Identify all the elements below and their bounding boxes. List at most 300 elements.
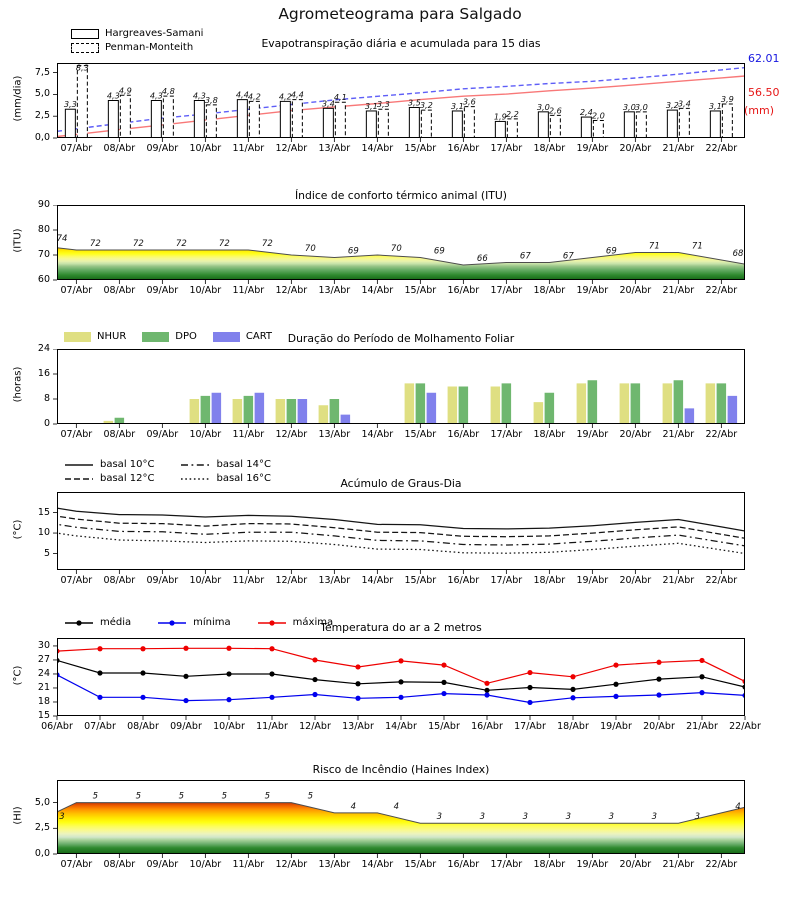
panel-title-degree-days: Acúmulo de Graus-Dia — [340, 477, 462, 490]
x-tick-label: 22/Abr — [705, 143, 738, 154]
x-tick-label: 21/Abr — [662, 859, 695, 870]
x-tick-label: 16/Abr — [447, 859, 480, 870]
y-axis-label-leaf-wetness: (horas) — [12, 366, 24, 403]
bar-penman — [163, 96, 173, 138]
value-label: 4,1 — [333, 92, 347, 103]
y-tick-label: 2,5 — [34, 110, 50, 122]
value-label: 3,8 — [204, 94, 218, 105]
x-tick-label: 13/Abr — [318, 285, 351, 296]
value-label: 2,6 — [548, 105, 562, 116]
plot-itu — [52, 205, 749, 287]
value-label: 70 — [304, 244, 316, 254]
x-tick-label: 11/Abr — [232, 143, 265, 154]
bar-hargreaves — [108, 101, 118, 139]
value-label: 3,5 — [407, 97, 421, 108]
value-label: 3,1 — [708, 100, 722, 111]
x-tick-label: 07/Abr — [84, 721, 116, 732]
x-tick-label: 17/Abr — [490, 143, 523, 154]
bar-hargreaves — [452, 111, 462, 138]
value-label: 67 — [519, 251, 531, 262]
x-tick-label: 14/Abr — [361, 429, 394, 440]
legend-column — [180, 459, 270, 484]
x-tick-label: 09/Abr — [146, 575, 179, 586]
x-tick-label: 18/Abr — [533, 143, 566, 154]
value-label: 3,0 — [536, 101, 550, 112]
bar-penman — [378, 109, 388, 138]
x-tick-label: 19/Abr — [600, 721, 632, 732]
x-tick-label: 22/Abr — [705, 285, 738, 296]
x-tick-label: 17/Abr — [490, 859, 523, 870]
x-tick-label: 17/Abr — [490, 285, 523, 296]
x-tick-label: 20/Abr — [619, 859, 652, 870]
plot-border — [58, 350, 745, 424]
value-label: 1,9 — [493, 111, 507, 122]
x-tick-label: 20/Abr — [619, 575, 652, 586]
legend-temperature — [64, 617, 333, 628]
y-tick-label: 80 — [37, 224, 50, 235]
bar-dpo — [588, 380, 598, 424]
marker-média — [355, 681, 360, 686]
marker-máxima — [355, 664, 360, 669]
x-tick-label: 18/Abr — [533, 285, 566, 296]
x-tick-label: 21/Abr — [662, 575, 695, 586]
bar-hargreaves — [323, 108, 333, 138]
marker-média — [183, 674, 188, 679]
marker-média — [269, 671, 274, 676]
bar-cart — [212, 393, 222, 424]
plot-leaf-wetness — [52, 349, 749, 431]
marker-máxima — [527, 670, 532, 675]
marker-máxima — [140, 646, 145, 651]
y-tick-label: 0,0 — [34, 848, 50, 859]
value-label: 69 — [347, 246, 359, 257]
marker-máxima — [656, 660, 661, 665]
value-label: 5 — [221, 791, 228, 802]
value-label: 3,3 — [63, 99, 77, 110]
marker-média — [484, 688, 489, 693]
x-tick-label: 21/Abr — [662, 143, 695, 154]
legend-entry-hargreaves-samani — [71, 28, 203, 39]
x-tick-label: 06/Abr — [41, 721, 73, 732]
value-label: 4 — [350, 801, 357, 812]
legend-entry-dpo — [142, 331, 197, 342]
line-dotted — [52, 530, 745, 554]
y-axis-label-itu: (ITU) — [12, 228, 24, 253]
x-tick-label: 20/Abr — [643, 721, 675, 732]
x-tick-label: 16/Abr — [447, 143, 480, 154]
x-tick-label: 19/Abr — [576, 285, 609, 296]
page-title: Agrometeograma para Salgado — [278, 5, 522, 23]
y-axis-label-degree-days: (°C) — [12, 519, 24, 540]
y-tick-label: 24 — [37, 667, 50, 679]
y-tick-label: 30 — [37, 639, 50, 651]
x-tick-label: 21/Abr — [662, 429, 695, 440]
value-label: 5 — [135, 791, 142, 802]
legend-leaf-wetness — [64, 331, 272, 342]
legend-swatch — [71, 29, 99, 39]
value-label: 3 — [608, 812, 615, 823]
x-tick-label: 07/Abr — [60, 859, 93, 870]
bar-penman — [722, 104, 732, 138]
bar-cart — [728, 396, 738, 424]
bar-nhur — [233, 399, 243, 424]
plot-evapotranspiration — [52, 63, 749, 145]
y-tick-label: 24 — [37, 343, 50, 354]
x-tick-label: 08/Abr — [127, 721, 159, 732]
x-tick-label: 18/Abr — [533, 575, 566, 586]
x-tick-label: 16/Abr — [447, 285, 480, 296]
marker-média — [226, 671, 231, 676]
value-label: 8,3 — [75, 63, 89, 73]
legend-evapotranspiration — [71, 28, 203, 53]
x-tick-label: 10/Abr — [189, 859, 222, 870]
bar-dpo — [416, 383, 426, 424]
marker-média — [527, 685, 532, 690]
value-label: 4,8 — [161, 86, 175, 97]
y-tick-label: 90 — [37, 199, 50, 210]
marker-máxima — [226, 646, 231, 651]
y-tick-label: 15 — [37, 710, 50, 721]
marker-média — [656, 677, 661, 682]
x-tick-label: 19/Abr — [576, 859, 609, 870]
line-média — [57, 660, 745, 690]
bar-nhur — [620, 383, 630, 424]
marker-mínima — [398, 695, 403, 700]
marker-máxima — [269, 646, 274, 651]
value-label: 3 — [436, 812, 443, 823]
bar-penman — [636, 112, 646, 138]
value-label: 4 — [393, 801, 400, 812]
bar-dpo — [631, 383, 641, 424]
panel-title-temperature: Temperatura do ar a 2 metros — [320, 621, 482, 634]
value-label: 3,2 — [665, 100, 679, 111]
value-label: 5 — [264, 791, 271, 802]
x-tick-label: 13/Abr — [318, 859, 351, 870]
value-label: 2,0 — [591, 110, 605, 121]
legend-entry-basal-1 — [64, 473, 154, 484]
bar-cart — [427, 393, 437, 424]
value-label: 71 — [691, 241, 703, 252]
x-tick-label: 07/Abr — [60, 285, 93, 296]
penman-total-label: 62.01 — [748, 52, 780, 65]
value-label: 3,6 — [462, 96, 476, 107]
x-tick-label: 15/Abr — [404, 575, 437, 586]
value-label: 74 — [56, 234, 68, 244]
marker-mínima — [441, 691, 446, 696]
legend-line-sample — [157, 618, 187, 628]
legend-entry-basal-0-label: basal 10°C — [100, 459, 155, 470]
bar-dpo — [502, 383, 512, 424]
y-tick-label: 27 — [37, 653, 50, 665]
y-tick-label: 70 — [37, 249, 50, 260]
legend-entry-nhur-label: NHUR — [97, 331, 127, 342]
marker-média — [699, 674, 704, 679]
legend-entry-basal-0 — [64, 459, 154, 470]
value-label: 3 — [565, 812, 572, 823]
bar-hargreaves — [495, 121, 505, 138]
legend-swatch — [142, 332, 169, 342]
line-dashed — [52, 513, 745, 539]
marker-mínima — [355, 696, 360, 701]
x-tick-label: 09/Abr — [146, 429, 179, 440]
x-tick-label: 12/Abr — [299, 721, 331, 732]
x-tick-label: 15/Abr — [404, 859, 437, 870]
x-tick-label: 11/Abr — [232, 859, 265, 870]
value-label: 71 — [648, 241, 660, 252]
marker-mínima — [527, 700, 532, 705]
y-tick-label: 10 — [37, 527, 50, 539]
x-tick-label: 08/Abr — [103, 575, 136, 586]
marker-máxima — [484, 681, 489, 686]
x-tick-label: 08/Abr — [103, 285, 136, 296]
marker-máxima — [97, 646, 102, 651]
value-label: 66 — [476, 254, 488, 264]
bar-cart — [298, 399, 308, 424]
panel-title-fire-risk: Risco de Incêndio (Haines Index) — [312, 763, 490, 776]
bar-nhur — [491, 387, 501, 425]
x-tick-label: 19/Abr — [576, 143, 609, 154]
value-label: 3 — [694, 812, 701, 823]
value-label: 3 — [479, 812, 486, 823]
plot-degree-days — [52, 492, 749, 577]
x-tick-label: 11/Abr — [256, 721, 288, 732]
x-tick-label: 13/Abr — [342, 721, 374, 732]
y-tick-label: 15 — [37, 506, 50, 518]
bar-nhur — [448, 387, 458, 425]
panel-title-itu: Índice de conforto térmico animal (ITU) — [294, 189, 508, 202]
legend-line-sample — [180, 474, 210, 484]
value-label: 5 — [92, 791, 99, 802]
bar-cart — [685, 408, 695, 424]
legend-entry-média — [64, 617, 131, 628]
y-tick-label: 21 — [37, 681, 50, 693]
x-tick-label: 14/Abr — [385, 721, 417, 732]
bar-nhur — [405, 383, 415, 424]
bar-dpo — [674, 380, 684, 424]
y-tick-label: 5,0 — [34, 796, 50, 808]
value-label: 3 — [522, 812, 529, 823]
bar-hargreaves — [624, 112, 634, 138]
bar-dpo — [201, 396, 211, 424]
x-tick-label: 19/Abr — [576, 429, 609, 440]
value-label: 5 — [178, 791, 185, 802]
value-label: 3,4 — [677, 98, 691, 109]
value-label: 3,2 — [419, 100, 433, 111]
bar-dpo — [545, 393, 555, 424]
bar-hargreaves — [710, 111, 720, 138]
value-label: 4,2 — [247, 91, 261, 102]
marker-média — [398, 679, 403, 684]
legend-entry-nhur — [64, 331, 126, 342]
legend-swatch — [213, 332, 240, 342]
bar-penman — [206, 105, 216, 138]
legend-entry-dpo-label: DPO — [175, 331, 197, 342]
marker-média — [441, 680, 446, 685]
x-tick-label: 20/Abr — [619, 285, 652, 296]
legend-entry-média-label: média — [100, 617, 132, 628]
y-tick-label: 16 — [37, 368, 50, 379]
value-label: 2,2 — [505, 108, 519, 119]
marker-máxima — [183, 646, 188, 651]
legend-entry-máxima-label: máxima — [292, 617, 334, 628]
y-tick-label: 0,0 — [34, 132, 50, 143]
legend-line-sample — [64, 460, 94, 470]
x-tick-label: 22/Abr — [705, 429, 738, 440]
marker-mínima — [97, 695, 102, 700]
x-tick-label: 07/Abr — [60, 575, 93, 586]
value-label: 69 — [433, 246, 445, 257]
legend-column — [64, 459, 154, 484]
x-tick-label: 13/Abr — [318, 429, 351, 440]
plot-fire-risk — [52, 780, 749, 861]
marker-máxima — [441, 662, 446, 667]
bar-nhur — [276, 399, 286, 424]
legend-entry-basal-3 — [180, 473, 270, 484]
marker-máxima — [570, 674, 575, 679]
value-label: 4,4 — [290, 89, 304, 100]
value-label: 72 — [89, 239, 101, 249]
bar-hargreaves — [194, 101, 204, 139]
marker-média — [140, 670, 145, 675]
bar-hargreaves — [667, 110, 677, 138]
marker-média — [570, 687, 575, 692]
bar-penman — [593, 121, 603, 138]
bar-nhur — [706, 383, 716, 424]
value-label: 72 — [175, 239, 187, 249]
marker-máxima — [312, 657, 317, 662]
legend-entry-máxima — [257, 617, 333, 628]
x-tick-label: 13/Abr — [318, 575, 351, 586]
y-tick-label: 2,5 — [34, 822, 50, 834]
marker-média — [613, 682, 618, 687]
bar-nhur — [534, 402, 544, 424]
value-label: 3,0 — [622, 101, 636, 112]
bar-hargreaves — [151, 101, 161, 139]
hargreaves-total-label: 56.50 — [748, 86, 780, 99]
x-tick-label: 11/Abr — [232, 429, 265, 440]
bar-nhur — [577, 383, 587, 424]
bar-dpo — [717, 383, 727, 424]
value-label: 3,1 — [450, 100, 464, 111]
marker-mínima — [183, 698, 188, 703]
x-tick-label: 15/Abr — [428, 721, 460, 732]
x-tick-label: 08/Abr — [103, 143, 136, 154]
value-label: 4,3 — [149, 90, 163, 101]
legend-entry-hargreaves-samani-label: Hargreaves-Samani — [105, 28, 204, 39]
bar-penman — [249, 101, 259, 138]
marker-mínima — [484, 692, 489, 697]
value-label: 2,4 — [579, 107, 593, 118]
value-label: 3,1 — [364, 100, 378, 111]
value-label: 3 — [651, 812, 658, 823]
value-label: 72 — [218, 239, 230, 249]
x-tick-label: 16/Abr — [471, 721, 503, 732]
marker-mínima — [699, 690, 704, 695]
legend-swatch — [71, 43, 99, 53]
x-tick-label: 09/Abr — [146, 143, 179, 154]
x-tick-label: 14/Abr — [361, 575, 394, 586]
plot-border — [58, 639, 745, 716]
marker-mínima — [613, 694, 618, 699]
y-tick-label: 8 — [43, 393, 50, 404]
x-tick-label: 10/Abr — [213, 721, 245, 732]
x-tick-label: 15/Abr — [404, 143, 437, 154]
value-label: 3,0 — [634, 101, 648, 112]
x-tick-label: 22/Abr — [705, 575, 738, 586]
value-label: 4,3 — [106, 90, 120, 101]
bar-penman — [464, 107, 474, 138]
y-tick-label: 18 — [37, 695, 50, 707]
x-tick-label: 19/Abr — [576, 575, 609, 586]
x-tick-label: 10/Abr — [189, 575, 222, 586]
y-axis-label-evapotranspiration: (mm/dia) — [12, 75, 24, 122]
bar-hargreaves — [366, 111, 376, 138]
value-label: 3,9 — [720, 93, 734, 104]
panel-title-evapotranspiration: Evapotranspiração diária e acumulada para 15 dias — [261, 37, 541, 50]
x-tick-label: 15/Abr — [404, 429, 437, 440]
legend-line-sample — [180, 460, 210, 470]
x-tick-label: 09/Abr — [146, 285, 179, 296]
legend-entry-basal-3-label: basal 16°C — [216, 473, 271, 484]
x-tick-label: 08/Abr — [103, 429, 136, 440]
marker-mínima — [570, 695, 575, 700]
value-label: 72 — [261, 239, 273, 249]
value-label: 4,2 — [278, 91, 292, 102]
y-tick-label: 0 — [43, 418, 50, 429]
y-tick-label: 5,0 — [34, 88, 50, 100]
x-tick-label: 12/Abr — [275, 859, 308, 870]
bar-penman — [507, 119, 517, 138]
x-tick-label: 20/Abr — [619, 429, 652, 440]
y-tick-label: 60 — [37, 274, 50, 285]
x-tick-label: 12/Abr — [275, 143, 308, 154]
x-tick-label: 18/Abr — [557, 721, 589, 732]
legend-swatch — [64, 332, 91, 342]
legend-entry-basal-2 — [180, 459, 270, 470]
legend-entry-penman-monteith-label: Penman-Monteith — [105, 42, 194, 53]
bar-nhur — [663, 383, 673, 424]
marker-mínima — [226, 697, 231, 702]
value-label: 5 — [307, 791, 314, 802]
x-tick-label: 14/Abr — [361, 285, 394, 296]
x-tick-label: 17/Abr — [514, 721, 546, 732]
x-tick-label: 09/Abr — [170, 721, 202, 732]
y-axis-label-temperature: (°C) — [12, 665, 24, 686]
legend-entry-mínima-label: mínima — [193, 617, 231, 628]
x-tick-label: 10/Abr — [189, 285, 222, 296]
x-tick-label: 07/Abr — [60, 429, 93, 440]
x-tick-label: 08/Abr — [103, 859, 136, 870]
line-máxima — [57, 648, 745, 683]
x-tick-label: 11/Abr — [232, 575, 265, 586]
bar-hargreaves — [538, 112, 548, 138]
marker-máxima — [699, 658, 704, 663]
value-label: 3 — [59, 812, 65, 823]
bar-dpo — [287, 399, 297, 424]
line-solid — [52, 504, 745, 531]
x-tick-label: 14/Abr — [361, 143, 394, 154]
value-label: 69 — [605, 246, 617, 257]
x-tick-label: 16/Abr — [447, 429, 480, 440]
bar-dpo — [459, 387, 469, 425]
bar-hargreaves — [280, 101, 290, 138]
value-label: 4,9 — [118, 85, 132, 96]
bar-dpo — [244, 396, 254, 424]
y-tick-label: 7,5 — [34, 66, 50, 78]
y-axis-label-fire-risk: (HI) — [12, 806, 24, 825]
marker-mínima — [140, 695, 145, 700]
x-tick-label: 21/Abr — [662, 285, 695, 296]
